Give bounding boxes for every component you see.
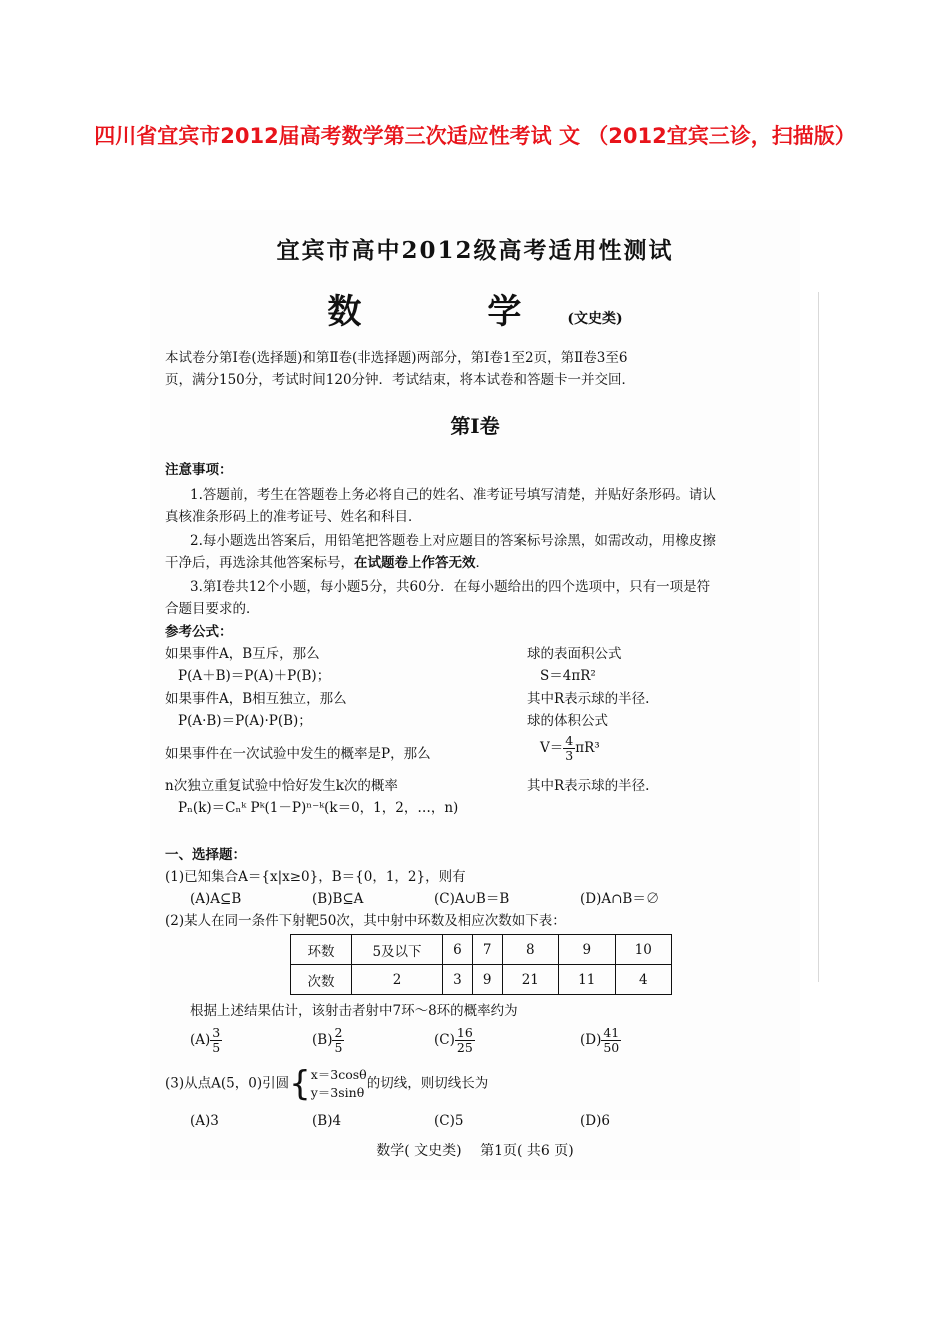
note-3-line-1: 3.第Ⅰ卷共12个小题，每小题5分，共60分．在每小题给出的四个选项中，只有一项是符 bbox=[190, 579, 711, 595]
q2-option-d bbox=[580, 1026, 621, 1055]
table-cell: 6 bbox=[443, 935, 473, 965]
fraction-num: 41 bbox=[603, 1025, 620, 1040]
binomial-formula: Pₙ(k)＝Cₙᵏ Pᵏ(1－P)ⁿ⁻ᵏ(k＝0，1，2，…，n) bbox=[178, 800, 459, 816]
formula-right-4: 球的体积公式 bbox=[527, 713, 608, 729]
option-label: (B) bbox=[312, 1032, 333, 1048]
fraction-den: 5 bbox=[334, 1040, 343, 1055]
q3-option-b: (B)4 bbox=[312, 1113, 342, 1129]
q2-option-b bbox=[312, 1026, 344, 1055]
note-1-line-2: 真核准条形码上的准考证号、姓名和科目． bbox=[165, 509, 422, 525]
formula-left-5: 如果事件在一次试验中发生的概率是P，那么 bbox=[165, 746, 431, 762]
document-title: 四川省宜宾市2012届高考数学第三次适应性考试 文 （2012宜宾三诊，扫描版） bbox=[94, 124, 856, 148]
q1-option-d: (D)A∩B＝∅ bbox=[580, 891, 660, 907]
subject-name: 数 学 bbox=[327, 292, 568, 332]
note-2-text: 干净后，再选涂其他答案标号， bbox=[165, 555, 354, 571]
table-cell: 次数 bbox=[291, 965, 352, 995]
q2-option-a bbox=[190, 1026, 222, 1055]
option-label: (A) bbox=[190, 1032, 211, 1048]
parametric-eq-1: x＝3cosθ bbox=[310, 1067, 367, 1082]
note-1-line-1: 1.答题前，考生在答题卷上务必将自己的姓名、准考证号填写清楚，并贴好条形码。请认 bbox=[190, 487, 716, 503]
table-cell: 7 bbox=[472, 935, 502, 965]
formula-right-3: 其中R表示球的半径. bbox=[527, 691, 650, 707]
option-label: (D) bbox=[580, 1032, 602, 1048]
q3-stem-post: 的切线，则切线长为 bbox=[366, 1075, 489, 1092]
q1-option-a: (A)A⊆B bbox=[190, 891, 242, 907]
formula-left-6: n次独立重复试验中恰好发生k次的概率 bbox=[165, 778, 398, 794]
volume-heading: 第Ⅰ卷 bbox=[450, 414, 500, 438]
formula-left-4: P(A·B)＝P(A)·P(B)； bbox=[178, 713, 312, 729]
q3-option-a: (A)3 bbox=[190, 1113, 219, 1129]
table-cell: 3 bbox=[443, 965, 473, 995]
q3-stem-pre: (3)从点A(5，0)引圆 bbox=[165, 1075, 290, 1092]
table-cell: 环数 bbox=[291, 935, 352, 965]
formula-left-3: 如果事件A，B相互独立，那么 bbox=[165, 691, 347, 707]
formula-right-6: 其中R表示球的半径. bbox=[527, 778, 650, 794]
table-row bbox=[291, 935, 672, 965]
scan-edge-line bbox=[818, 292, 819, 982]
formula-right-1: 球的表面积公式 bbox=[527, 646, 622, 662]
page-footer: 数学( 文史类) 第1页( 共6 页) bbox=[376, 1143, 574, 1159]
table-cell: 21 bbox=[502, 965, 558, 995]
table-cell: 11 bbox=[559, 965, 615, 995]
score-table bbox=[290, 934, 672, 995]
formula-left-2: P(A＋B)＝P(A)＋P(B)； bbox=[178, 668, 331, 684]
intro-line-1: 本试卷分第Ⅰ卷(选择题)和第Ⅱ卷(非选择题)两部分，第Ⅰ卷1至2页，第Ⅱ卷3至6 bbox=[165, 350, 628, 366]
note-2-line-1: 2.每小题选出答案后，用铅笔把答题卷上对应题目的答案标号涂黑，如需改动，用橡皮擦 bbox=[190, 533, 716, 549]
q2-stem: (2)某人在同一条件下射靶50次，其中射中环数及相应次数如下表： bbox=[165, 913, 566, 929]
notes-heading: 注意事项： bbox=[165, 462, 233, 478]
sphere-area-formula: S＝4πR² bbox=[540, 668, 596, 684]
fraction-num: 3 bbox=[212, 1025, 221, 1040]
table-row bbox=[291, 965, 672, 995]
fraction bbox=[210, 1026, 222, 1055]
exam-title: 宜宾市高中2012级高考适用性测试 bbox=[276, 237, 674, 264]
q3-option-d: (D)6 bbox=[580, 1113, 610, 1129]
fraction-num: 16 bbox=[456, 1025, 473, 1040]
table-cell: 9 bbox=[559, 935, 615, 965]
note-2-end: ． bbox=[475, 555, 489, 571]
volume-fraction-num: 4 bbox=[565, 733, 574, 748]
intro-line-2: 页，满分150分，考试时间120分钟．考试结束，将本试卷和答题卡一并交回． bbox=[165, 372, 636, 388]
parametric-system bbox=[311, 1066, 367, 1102]
table-cell: 8 bbox=[502, 935, 558, 965]
table-cell: 4 bbox=[615, 965, 672, 995]
formulas-heading: 参考公式： bbox=[165, 624, 233, 640]
fraction-den: 50 bbox=[603, 1040, 620, 1055]
fraction bbox=[455, 1026, 475, 1055]
fraction-den: 5 bbox=[212, 1040, 221, 1055]
section-1-heading: 一、选择题： bbox=[165, 847, 246, 863]
q3-option-c: (C)5 bbox=[434, 1113, 464, 1129]
q1-option-b: (B)B⊆A bbox=[312, 891, 364, 907]
left-brace-icon: { bbox=[289, 1064, 311, 1104]
volume-prefix: V＝ bbox=[540, 740, 564, 756]
note-2-emphasis: 在试题卷上作答无效 bbox=[354, 555, 476, 571]
table-cell: 2 bbox=[352, 965, 443, 995]
table-cell: 10 bbox=[615, 935, 672, 965]
note-3-line-2: 合题目要求的． bbox=[165, 601, 260, 617]
formula-left-1: 如果事件A，B互斥，那么 bbox=[165, 646, 320, 662]
table-cell: 9 bbox=[472, 965, 502, 995]
parametric-eq-2: y＝3sinθ bbox=[310, 1085, 365, 1100]
option-label: (C) bbox=[434, 1032, 455, 1048]
fraction bbox=[332, 1026, 344, 1055]
q3-stem bbox=[165, 1066, 488, 1102]
note-2-line-2 bbox=[165, 552, 489, 574]
q1-stem: (1)已知集合A＝{x|x≥0}，B＝{0，1，2}，则有 bbox=[165, 869, 466, 885]
volume-suffix: πR³ bbox=[575, 740, 600, 756]
fraction bbox=[601, 1026, 621, 1055]
q1-option-c: (C)A∪B＝B bbox=[434, 891, 510, 907]
sphere-volume-formula bbox=[540, 734, 600, 763]
table-cell: 5及以下 bbox=[352, 935, 443, 965]
fraction-den: 25 bbox=[456, 1040, 473, 1055]
volume-fraction bbox=[563, 734, 575, 763]
subject-heading bbox=[150, 284, 800, 333]
subject-type: (文史类) bbox=[567, 311, 623, 327]
volume-fraction-den: 3 bbox=[565, 748, 574, 763]
q2-option-c bbox=[434, 1026, 475, 1055]
q2-question: 根据上述结果估计，该射击者射中7环～8环的概率约为 bbox=[190, 1003, 518, 1019]
fraction-num: 2 bbox=[334, 1025, 343, 1040]
